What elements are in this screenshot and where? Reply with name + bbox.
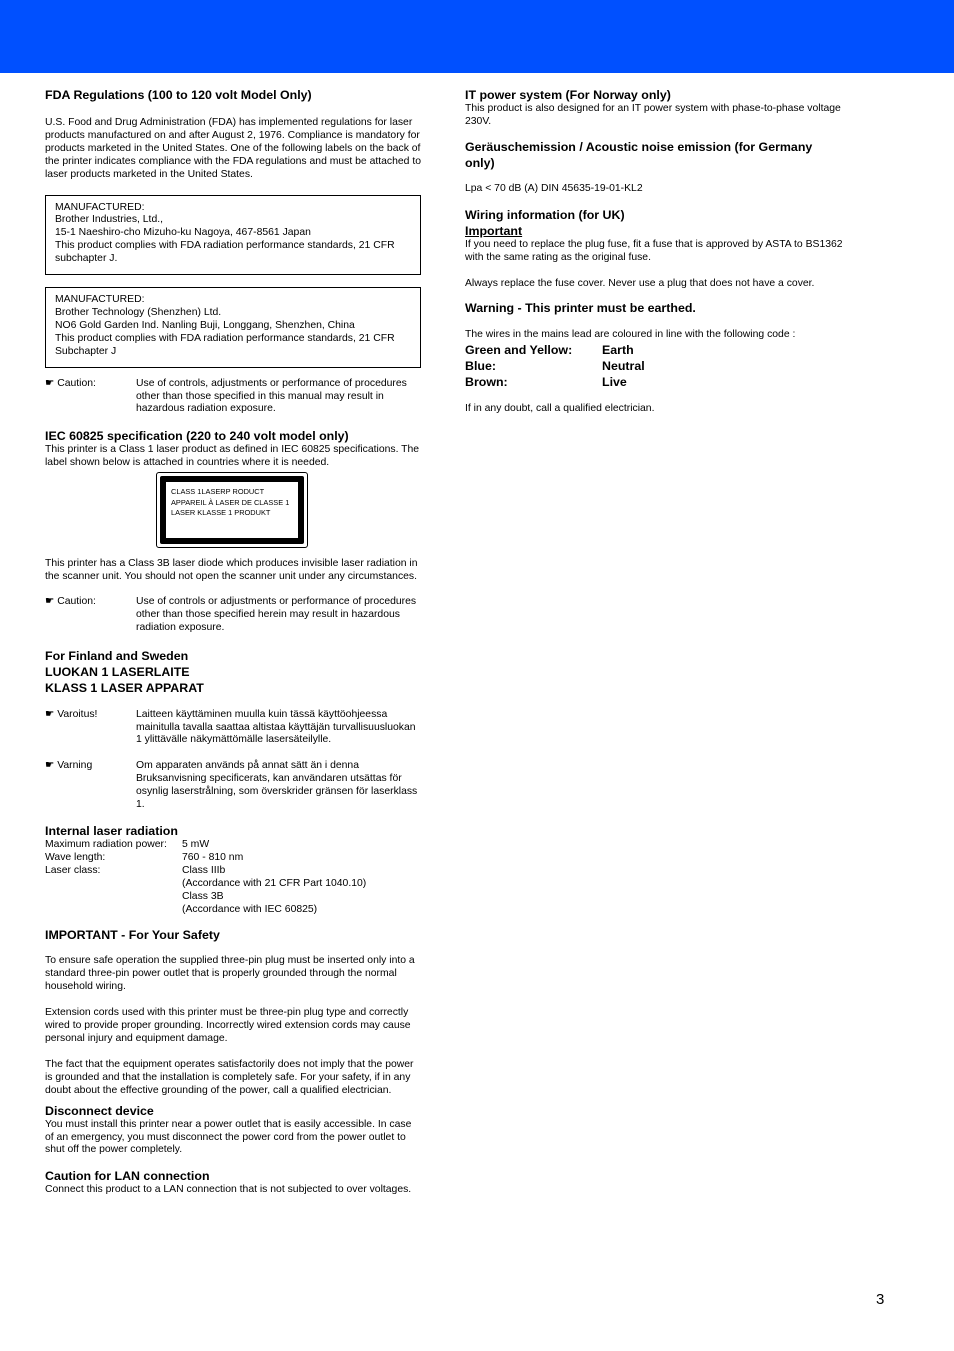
germany-heading: Geräuschemission / Acoustic noise emission (for Germany only) (465, 139, 813, 170)
finland-heading (45, 648, 421, 696)
spec-key (45, 904, 182, 917)
spec-key: Laser class: (45, 864, 101, 876)
fda-label-box-japan (45, 195, 421, 276)
caution-label: ☛ Caution: (45, 377, 96, 389)
right-column (465, 87, 845, 416)
caution-label: ☛ Caution: (45, 595, 96, 607)
safety-paragraph: The fact that the equipment operates satisfactorily does not imply that the power is grounded and that the installation is completely safe. For your safety, if in any doubt about the effective grounding of the power, call a qualified electrician. (45, 1058, 414, 1096)
spec-value: 760 - 810 nm (182, 851, 244, 863)
iec-body: This printer is a Class 1 laser product as defined in IEC 60825 specifications. The label shown below is attached in countries where it is needed. (45, 444, 420, 469)
box-line: 15-1 Naeshiro-cho Mizuho-ku Nagoya, 467-8561 Japan (55, 227, 311, 239)
finland-heading-line: For Finland and Sweden (45, 648, 189, 663)
spec-value: Class 3B (182, 890, 224, 902)
wire-name: Brown: (465, 375, 508, 390)
laser-label-line: LASER KLASSE 1 PRODUKT (171, 507, 271, 517)
spec-key: Wave length: (45, 851, 106, 863)
spec-row (45, 878, 421, 891)
varoitus-warning (45, 709, 421, 748)
laser-label-line: APPAREIL À LASER DE CLASSE 1 (171, 497, 290, 507)
finland-heading-line: KLASS 1 LASER APPARAT (45, 680, 204, 695)
uk-important: Important (465, 223, 523, 238)
box-line: This product complies with FDA radiation performance standards, 21 CFR subchapter J. (55, 240, 395, 265)
safety-paragraph: Extension cords used with this printer must be three-pin plug type and correctly wired to provide proper grounding. Incorrectly wired extension cords may cause personal injury and equipment damage. (45, 1007, 411, 1044)
uk-body: If you need to replace the plug fuse, fit a fuse that is approved by ASTA to BS1362 with the same rating as the original fuse. (465, 238, 843, 263)
page-number: 3 (876, 1291, 885, 1308)
fda-caution (45, 378, 421, 417)
disconnect-heading: Disconnect device (45, 1103, 154, 1118)
uk-body-2: Always replace the fuse cover. Never use a plug that does not have a cover. (465, 277, 815, 289)
caution-text: Use of controls, adjustments or performance of procedures other than those specified in this manual may result in hazardous radiation exposure. (136, 377, 407, 415)
fda-heading: FDA Regulations (100 to 120 volt Model Only) (45, 88, 312, 102)
box-line: Brother Industries, Ltd., (55, 214, 164, 226)
spec-value: Class IIIb (182, 864, 226, 876)
internal-laser-heading: Internal laser radiation (45, 824, 178, 838)
left-column (45, 87, 421, 1197)
box-line: MANUFACTURED: (55, 294, 145, 306)
laser-label-border (160, 476, 304, 544)
laser-class-label (156, 472, 308, 548)
header-bar (0, 0, 954, 73)
wire-value: Neutral (602, 359, 645, 374)
lan-heading: Caution for LAN connection (45, 1169, 210, 1184)
spec-key: Maximum radiation power: (45, 839, 167, 850)
spec-key (45, 891, 182, 904)
fda-body: U.S. Food and Drug Administration (FDA) has implemented regulations for laser products manufactured on and after August 2, 1976. Compliance is mandatory for products marketed in the United States. One of the following labels on the back of the printer indicates compliance with the FDA regulations and must be attached to laser products marketed in the United States. (45, 117, 422, 180)
germany-body: Lpa < 70 dB (A) DIN 45635-19-01-KL2 (465, 182, 643, 194)
box-line: NO6 Gold Garden Ind. Nanling Buji, Longgang, Shenzhen, China (55, 319, 355, 331)
varoitus-label: ☛ Varoitus! (45, 708, 98, 720)
iec-caution (45, 596, 421, 635)
spec-row (45, 839, 421, 852)
wire-value: Live (602, 375, 627, 390)
wire-name: Blue: (465, 359, 496, 374)
caution-text: Use of controls or adjustments or performance of procedures other than those specified herein may result in hazardous radiation exposure. (136, 595, 417, 633)
uk-heading: Wiring information (for UK) (465, 207, 625, 222)
varning-warning (45, 760, 421, 812)
safety-heading: IMPORTANT - For Your Safety (45, 928, 220, 943)
box-line: MANUFACTURED: (55, 201, 145, 213)
earth-body: The wires in the mains lead are coloured in line with the following code : (465, 329, 796, 341)
finland-heading-line: LUOKAN 1 LASERLAITE (45, 664, 190, 679)
laser-label-text-area (166, 482, 298, 538)
wire-name: Green and Yellow: (465, 343, 573, 358)
laser-label-line: CLASS 1LASERP RODUCT (171, 487, 265, 497)
spec-row (45, 904, 421, 917)
norway-body: This product is also designed for an IT power system with phase-to-phase voltage 230V. (465, 103, 841, 127)
iec-heading: IEC 60825 specification (220 to 240 volt model only) (45, 429, 349, 444)
spec-value: (Accordance with IEC 60825) (182, 903, 318, 915)
spec-value: (Accordance with 21 CFR Part 1040.10) (182, 877, 367, 889)
wire-value: Earth (602, 343, 634, 358)
earth-heading: Warning - This printer must be earthed. (465, 301, 696, 316)
fda-label-box-china (45, 287, 421, 368)
wire-colour-table (465, 342, 845, 390)
spec-row (45, 865, 421, 878)
lan-body: Connect this product to a LAN connection that is not subjected to over voltages. (45, 1184, 412, 1196)
spec-key (45, 878, 182, 891)
varning-label: ☛ Varning (45, 760, 93, 772)
internal-laser-specs (45, 839, 421, 916)
spec-row (45, 852, 421, 865)
box-line: This product complies with FDA radiation performance standards, 21 CFR Subchapter J (55, 332, 395, 357)
earth-footer: If in any doubt, call a qualified electrician. (465, 403, 655, 415)
disconnect-body: You must install this printer near a power outlet that is easily accessible. In case of an emergency, you must disconnect the power cord from the power outlet to shut off the power completely. (45, 1118, 412, 1156)
box-line: Brother Technology (Shenzhen) Ltd. (55, 306, 222, 318)
spec-row (45, 891, 421, 904)
iec-body-2: This printer has a Class 3B laser diode which produces invisible laser radiation in the scanner unit. You should not open the scanner unit under any circumstances. (45, 558, 418, 583)
varoitus-text: Laitteen käyttäminen muulla kuin tässä käyttöohjeessa mainitulla tavalla saattaa altistaa käyttäjän turvallisuusluokan 1 ylittävälle näkymättömälle lasersäteilylle. (136, 708, 416, 746)
safety-paragraph: To ensure safe operation the supplied three-pin plug must be inserted only into a standard three-pin power outlet that is properly grounded through the normal household wiring. (45, 955, 415, 993)
norway-heading: IT power system (For Norway only) (465, 88, 671, 102)
spec-value: 5 mW (182, 839, 210, 850)
varning-text: Om apparaten används på annat sätt än i denna Bruksanvisning specificerats, kan användaren utsättas för osynlig laserstrålning, som överskrider gränsen för laserklass 1. (136, 760, 418, 811)
